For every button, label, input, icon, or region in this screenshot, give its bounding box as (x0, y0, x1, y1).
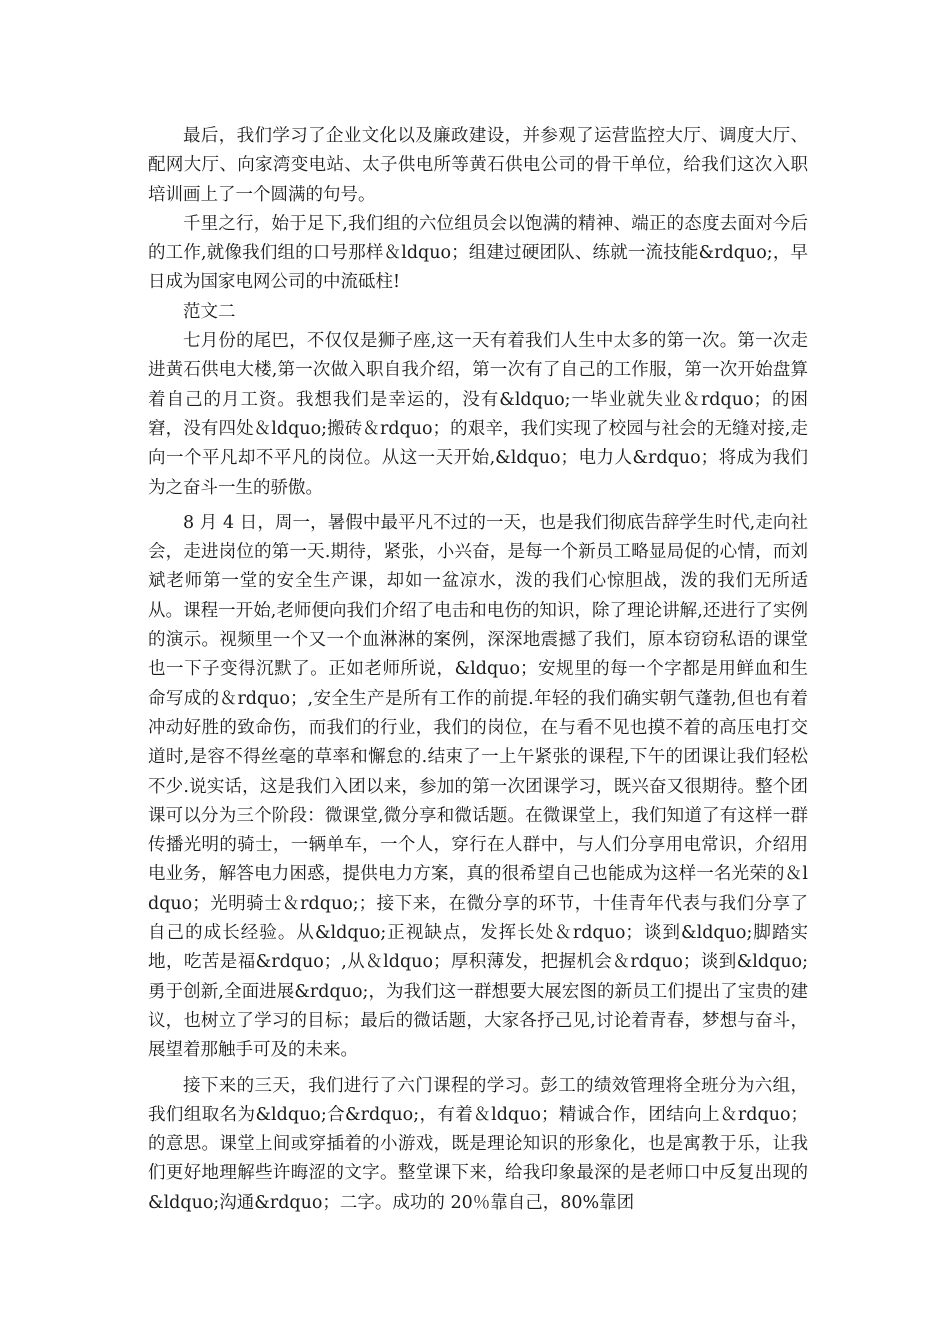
paragraph-first-day: 七月份的尾巴，不仅仅是狮子座,这一天有着我们人生中太多的第一次。第一次走进黄石供电大楼,第一次做入职自我介绍，第一次有了自己的工作服，第一次开始盘算着自己的月工资。我想我们是幸运的，没有&ldquo;一毕业就失业＆rdquo；的困窘，没有四处＆ldquo;搬砖＆rdquo；的艰辛，我们实现了校园与社会的无缝对接,走向一个平凡却不平凡的岗位。从这一天开始,&ldquo；电力人&rdquo；将成为我们为之奋斗一生的骄傲。 (148, 331, 808, 498)
paragraph-courses: 接下来的三天，我们进行了六门课程的学习。彭工的绩效管理将全班分为六组，我们组取名为&ldquo;合&rdquo;，有着＆ldquo；精诚合作，团结向上＆rdquo；的意思。课堂上间或穿插着的小游戏，既是理论知识的形象化，也是寓教于乐，让我们更好地理解些许晦涩的文字。整堂课下来，给我印象最深的是老师口中反复出现的&ldquo;沟通&rdquo；二字。成功的 20％靠自己，80%靠团 (148, 1075, 808, 1213)
document-body (148, 122, 808, 1218)
paragraph-safety-course: 8 月 4 日，周一，暑假中最平凡不过的一天，也是我们彻底告辞学生时代,走向社会，走进岗位的第一天.期待，紧张，小兴奋，是每一个新员工略显局促的心情，而刘斌老师第一堂的安全生产课，却如一盆凉水，泼的我们心惊胆战，泼的我们无所适从。课程一开始,老师便向我们介绍了电击和电伤的知识，除了理论讲解,还进行了实例的演示。视频里一个又一个血淋淋的案例，深深地震撼了我们，原本窃窃私语的课堂也一下子变得沉默了。正如老师所说，&ldquo；安规里的每一个字都是用鲜血和生命写成的＆rdquo；,安全生产是所有工作的前提.年轻的我们确实朝气蓬勃,但也有着冲动好胜的致命伤，而我们的行业，我们的岗位，在与看不见也摸不着的高压电打交道时,是容不得丝毫的草率和懈怠的.结束了一上午紧张的课程,下午的团课让我们轻松不少.说实话，这是我们入团以来，参加的第一次团课学习，既兴奋又很期待。整个团课可以分为三个阶段：微课堂,微分享和微话题。在微课堂上，我们知道了有这样一群传播光明的骑士，一辆单车，一个人，穿行在人群中，与人们分享用电常识，介绍用电业务，解答电力困惑，提供电力方案，真的很希望自己也能成为这样一名光荣的＆ldquo；光明骑士＆rdquo;；接下来，在微分享的环节，十佳青年代表与我们分享了自己的成长经验。从&ldquo;正视缺点，发挥长处＆rdquo；谈到&ldquo;脚踏实地，吃苦是福&rdquo；,从＆ldquo；厚积薄发，把握机会＆rdquo；谈到&ldquo;勇于创新,全面进展&rdquo;，为我们这一群想要大展宏图的新员工们提出了宝贵的建议，也树立了学习的目标；最后的微话题，大家各抒己见,讨论着青春，梦想与奋斗，展望着那触手可及的未来。 (148, 512, 808, 1061)
paragraph-closing-summary: 最后，我们学习了企业文化以及廉政建设，并参观了运营监控大厅、调度大厅、配网大厅、向家湾变电站、太子供电所等黄石供电公司的骨干单位，给我们这次入职培训画上了一个圆满的句号。 (148, 126, 808, 205)
paragraph-team-motto: 千里之行，始于足下,我们组的六位组员会以饱满的精神、端正的态度去面对今后的工作,就像我们组的口号那样＆ldquo；组建过硬团队、练就一流技能&rdquo;，早日成为国家电网公司的中流砥柱! (148, 213, 808, 293)
section-heading-sample-two: 范文二 (183, 301, 236, 322)
